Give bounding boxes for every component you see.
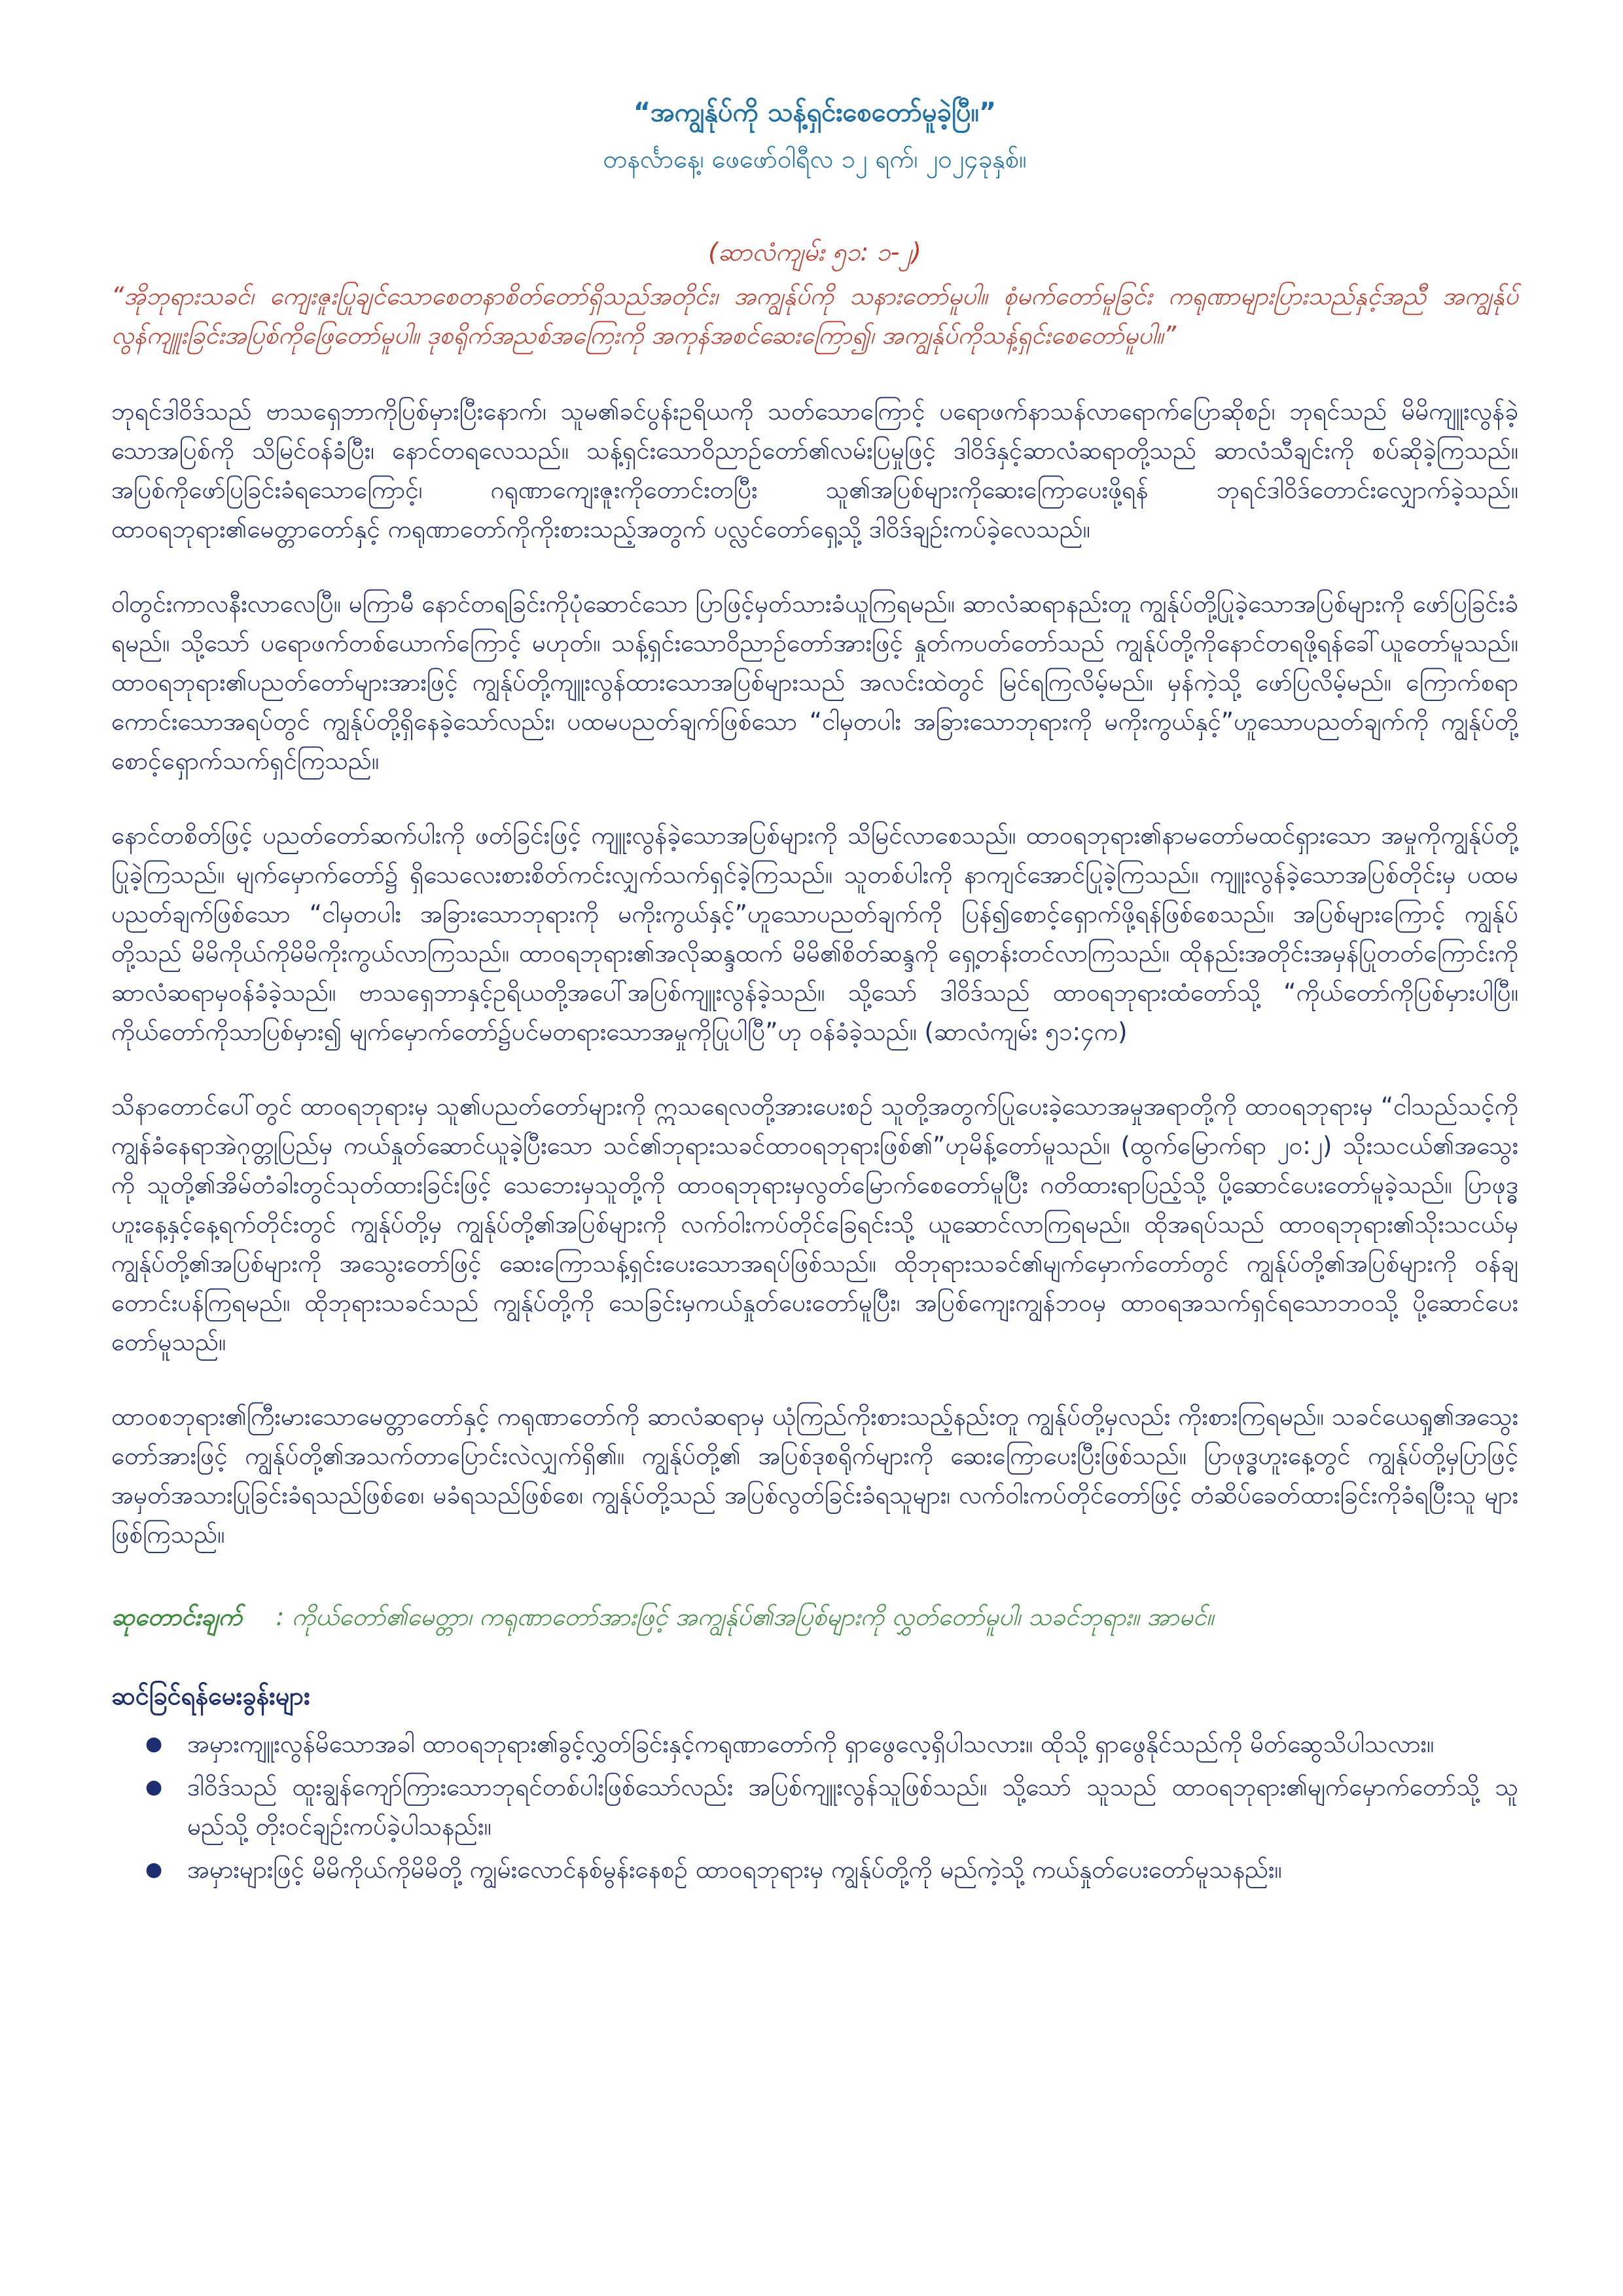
bullet-icon: ● [145, 1776, 163, 1799]
body-paragraph-3: နောင်တစိတ်ဖြင့် ပညတ်တော်ဆက်ပါးကို ဖတ်ခြင်းဖြင့် ကျူးလွန်ခဲ့သောအပြစ်များကို သိမြင်လာစေသည်။ ထာဝရဘုရား၏နာမတော်မထင်ရှားသော အမှုကိုကျွန်ုပ်တို့ပြုခဲ့ကြသည်။ မျက်မှောက်တော်၌ ရှိသေလေးစားစိတ်ကင်းလျှက်သက်ရှင်ခဲ့ကြသည်။ သူတစ်ပါးကို နာကျင်အောင်ပြုခဲ့ကြသည်။ ကျူးလွန်ခဲ့သောအပြစ်တိုင်းမှ ပထမပညတ်ချက်ဖြစ်သော “ငါမှတပါး အခြားသောဘုရားကို မကိုးကွယ်နှင့်”ဟူသောပညတ်ချက်ကို ပြန်၍စောင့်ရှောက်ဖို့ရန်ဖြစ်စေသည်။ အပြစ်များကြောင့် ကျွန်ုပ်တို့သည် မိမိကိုယ်ကိုမိမိကိုးကွယ်လာကြသည်။ ထာဝရဘုရား၏အလိုဆန္ဒထက် မိမိ၏စိတ်ဆန္ဒကို ရှေ့တန်းတင်လာကြသည်။ ထိုနည်းအတိုင်းအမှန်ပြုတတ်ကြောင်းကို ဆာလံဆရာမှဝန်ခံခဲ့သည်။ ဗာသရှေဘာနှင့်ဥရိယတို့အပေါ်အပြစ်ကျူးလွန်ခဲ့သည်။ သို့သော် ဒါဝိဒ်သည် ထာဝရဘုရားထံတော်သို့ “ကိုယ်တော်ကိုပြစ်မှားပါပြီ။ ကိုယ်တော်ကိုသာပြစ်မှား၍ မျက်မှောက်တော်၌ပင်မတရားသောအမှုကိုပြုပါပြီ”ဟု ဝန်ခံခဲ့သည်။ (ဆာလံကျမ်း ၅၁:၄က) [111, 821, 1518, 1046]
question-text: ဒါဝိဒ်သည် ထူးချွန်ကျော်ကြားသောဘုရင်တစ်ပါးဖြစ်သော်လည်း အပြစ်ကျူးလွန်သူဖြစ်သည်။ သို့သော် သူသည် ထာဝရဘုရား၏မျက်မှောက်တော်သို့ သူမည်သို့ တိုးဝင်ချဉ်းကပ်ခဲ့ပါသနည်း။ [187, 1773, 1518, 1840]
bullet-icon: ● [145, 1858, 163, 1881]
bullet-icon: ● [145, 1732, 163, 1755]
devotional-date: တနင်္လာနေ့၊ ဖေဖော်ဝါရီလ ၁၂ ရက်၊ ၂၀၂၄ခုနှစ်။ [603, 145, 1027, 173]
question-text: အမှားများဖြင့် မိမိကိုယ်ကိုမိမိတို့ ကျွမ်းလောင်နစ်မွန်းနေစဉ် ထာဝရဘုရားမှ ကျွန်ုပ်တို့ကို မည်ကဲ့သို့ ကယ်နှုတ်ပေးတော်မူသနည်း။ [187, 1856, 1282, 1884]
list-item [145, 1850, 1518, 1890]
devotional-title: “အကျွန်ုပ်ကို သန့်ရှင်းစေတော်မူခဲ့ပြီ။” [633, 98, 997, 128]
body-paragraph-1: ဘုရင်ဒါဝိဒ်သည် ဗာသရှေဘာကိုပြစ်မှားပြီးနောက်၊ သူမ၏ခင်ပွန်းဥရိယကို သတ်သောကြောင့် ပရောဖက်နာသန်လာရောက်ပြောဆိုစဉ်၊ ဘုရင်သည် မိမိကျူးလွန်ခဲ့သောအပြစ်ကို သိမြင်ဝန်ခံပြီး၊ နောင်တရလေသည်။ သန့်ရှင်းသောဝိညာဉ်တော်၏လမ်းပြမှုဖြင့် ဒါဝိဒ်နှင့်ဆာလံဆရာတို့သည် ဆာလံသီချင်းကို စပ်ဆိုခဲ့ကြသည်။ အပြစ်ကိုဖော်ပြခြင်းခံရသောကြောင့်၊ ဂရုဏာကျေးဇူးကိုတောင်းတပြီး သူ၏အပြစ်များကိုဆေးကြောပေးဖို့ရန် ဘုရင်ဒါဝိဒ်တောင်းလျှောက်ခဲ့သည်။ ထာဝရဘုရား၏မေတ္တာတော်နှင့် ကရုဏာတော်ကိုကိုးစားသည့်အတွက် ပလ္လင်တော်ရှေ့သို့ ဒါဝိဒ်ချဉ်းကပ်ခဲ့လေသည်။ [111, 397, 1518, 543]
header [111, 96, 1518, 180]
prayer-label: ဆုတောင်းချက် [111, 1603, 242, 1631]
list-item [145, 1768, 1518, 1846]
body-paragraph-5: ထာဝစဘုရား၏ကြီးမားသောမေတ္တာတော်နှင့် ကရုဏာတော်ကို ဆာလံဆရာမှ ယုံကြည်ကိုးစားသည့်နည်းတူ ကျွန်ုပ်တို့မှလည်း ကိုးစားကြရမည်။ သခင်ယေရှု၏အသွေးတော်အားဖြင့် ကျွန်ုပ်တို့၏အသက်တာပြောင်းလဲလျှက်ရှိ၏။ ကျွန်ုပ်တို့၏ အပြစ်ဒုစရိုက်များကို ဆေးကြောပေးပြီးဖြစ်သည်။ ပြာဖုဒ္ဓဟူးနေ့တွင် ကျွန်ုပ်တို့မှပြာဖြင့် အမှတ်အသားပြုခြင်းခံရသည်ဖြစ်စေ၊ မခံရသည်ဖြစ်စေ၊ ကျွန်ုပ်တို့သည် အပြစ်လွတ်ခြင်းခံရသူများ၊ လက်ဝါးကပ်တိုင်တော်ဖြင့် တံဆိပ်ခေတ်ထားခြင်းကိုခံရပြီးသူ များဖြစ်ကြသည်။ [111, 1403, 1518, 1549]
questions-heading: ဆင်ခြင်ရန်မေးခွန်းများ [111, 1681, 310, 1710]
scripture-text: “အိုဘုရားသခင်၊ ကျေးဇူးပြုချင်သောစေတနာစိတ်တော်ရှိသည်အတိုင်း၊ အကျွန်ုပ်ကို သနားတော်မူပါ။ စုံမက်တော်မူခြင်း ကရုဏာများပြားသည်နှင့်အညီ အကျွန်ုပ်လွန်ကျူးခြင်းအပြစ်ကိုဖြေတော်မူပါ။ ဒုစရိုက်အညစ်အကြေးကို အကုန်အစင်ဆေးကြော၍၊ အကျွန်ုပ်ကိုသန့်ရှင်းစေတော်မူပါ။” [111, 282, 1518, 350]
list-item [145, 1725, 1518, 1764]
scripture-reference: (ဆာလံကျမ်း ၅၁: ၁-၂) [708, 238, 921, 266]
prayer [111, 1598, 1518, 1637]
prayer-text: : ကိုယ်တော်၏မေတ္တာ၊ ကရုဏာတော်အားဖြင့် အကျွန်ုပ်၏အပြစ်များကို လွှတ်တော်မူပါ၊ သခင်ဘုရား။ အာမင်။ [276, 1603, 1214, 1631]
body-paragraph-2: ဝါတွင်းကာလနီးလာလေပြီ။ မကြာမီ နောင်တရခြင်းကိုပုံဆောင်သော ပြာဖြင့်မှတ်သားခံယူကြရမည်။ ဆာလံဆရာနည်းတူ ကျွန်ုပ်တို့ပြုခဲ့သောအပြစ်များကို ဖော်ပြခြင်းခံရမည်။ သို့သော် ပရောဖက်တစ်ယောက်ကြောင့် မဟုတ်။ သန့်ရှင်းသောဝိညာဉ်တော်အားဖြင့် နှုတ်ကပတ်တော်သည် ကျွန်ုပ်တို့ကိုနောင်တရဖို့ရန်ခေါ်ယူတော်မူသည်။ ထာဝရဘုရား၏ပညတ်တော်များအားဖြင့် ကျွန်ုပ်တို့ကျူးလွန်ထားသောအပြစ်များသည် အလင်းထဲတွင် မြင်ရကြလိမ့်မည်။ မှန်ကဲ့သို့ ဖော်ပြလိမ့်မည်။ ကြောက်စရာကောင်းသောအရပ်တွင် ကျွန်ုပ်တို့ရှိနေခဲ့သော်လည်း၊ ပထမပညတ်ချက်ဖြစ်သော “ငါမှတပါး အခြားသောဘုရားကို မကိုးကွယ်နှင့်”ဟူသောပညတ်ချက်ကို ကျွန်ုပ်တို့စောင့်ရှောက်သက်ရှင်ကြသည်။ [111, 590, 1518, 775]
question-text: အမှားကျူးလွန်မိသောအခါ ထာဝရဘုရား၏ခွင့်လွှတ်ခြင်းနှင့်ကရုဏာတော်ကို ရှာဖွေလေ့ရှိပါသလား။ ထိုသို့ ရှာဖွေနိုင်သည်ကို မိတ်ဆွေသိပါသလား။ [187, 1730, 1435, 1758]
questions-list [111, 1725, 1518, 1890]
body-paragraph-4: သိနာတောင်ပေါ်တွင် ထာဝရဘုရားမှ သူ၏ပညတ်တော်များကို ဣသရေလတို့အားပေးစဉ် သူတို့အတွက်ပြုပေးခဲ့သောအမှုအရာတို့ကို ထာဝရဘုရားမှ “ငါသည်သင့်ကို ကျွန်ခံနေရာအဲဂုတ္တုပြည်မှ ကယ်နှုတ်ဆောင်ယူခဲ့ပြီးသော သင်၏ဘုရားသခင်ထာဝရဘုရားဖြစ်၏”ဟုမိန့်တော်မူသည်။ (ထွက်မြောက်ရာ ၂၀:၂) သိုးသငယ်၏အသွေးကို သူတို့၏အိမ်တံခါးတွင်သုတ်ထားခြင်းဖြင့် သေဘေးမှသူတို့ကို ထာဝရဘုရားမှလွတ်မြောက်စေတော်မူပြီး ဂတိထားရာပြည့်သို့ ပို့ဆောင်ပေးတော်မူခဲ့သည်။ ပြာဖုဒ္ဓဟူးနေ့နှင့်နေ့ရက်တိုင်းတွင် ကျွန်ုပ်တို့မှ ကျွန်ုပ်တို့၏အပြစ်များကို လက်ဝါးကပ်တိုင်ခြေရင်းသို့ ယူဆောင်လာကြရမည်။ ထိုအရပ်သည် ထာဝရဘုရား၏သိုးသငယ်မှ ကျွန်ုပ်တို့၏အပြစ်များကို အသွေးတော်ဖြင့် ဆေးကြောသန့်ရှင်းပေးသောအရပ်ဖြစ်သည်။ ထိုဘုရားသခင်၏မျက်မှောက်တော်တွင် ကျွန်ုပ်တို့၏အပြစ်များကို ဝန်ချတောင်းပန်ကြရမည်။ ထိုဘုရားသခင်သည် ကျွန်ုပ်တို့ကို သေခြင်းမှကယ်နှုတ်ပေးတော်မူပြီး၊ အပြစ်ကျေးကျွန်ဘဝမှ ထာဝရအသက်ရှင်ရသောဘဝသို့ ပို့ဆောင်ပေးတော်မူသည်။ [111, 1092, 1518, 1356]
